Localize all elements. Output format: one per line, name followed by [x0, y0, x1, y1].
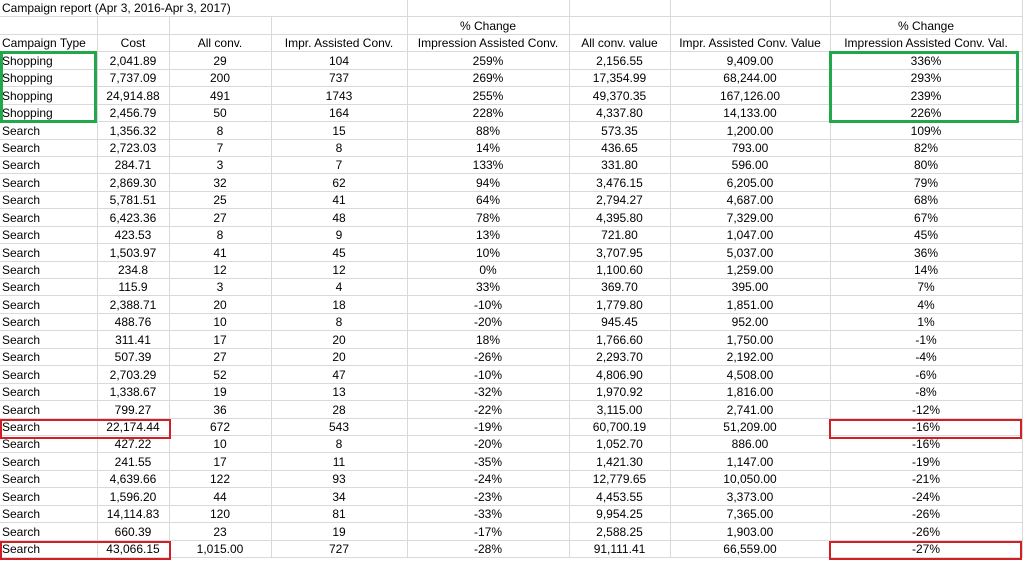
- table-cell[interactable]: 64%: [407, 191, 569, 208]
- table-cell[interactable]: 52: [169, 366, 271, 383]
- table-cell[interactable]: 27: [169, 348, 271, 365]
- table-cell[interactable]: 24,914.88: [97, 87, 169, 104]
- table-cell[interactable]: 7: [169, 139, 271, 156]
- table-cell[interactable]: 793.00: [670, 139, 830, 156]
- table-cell[interactable]: 23: [169, 523, 271, 540]
- table-cell[interactable]: 1%: [830, 313, 1022, 330]
- table-cell[interactable]: 259%: [407, 52, 569, 69]
- table-cell[interactable]: 331.80: [569, 156, 670, 173]
- table-cell[interactable]: 2,703.29: [97, 366, 169, 383]
- table-cell[interactable]: 48: [271, 209, 407, 226]
- table-cell[interactable]: -26%: [830, 505, 1022, 522]
- table-cell[interactable]: 336%: [830, 52, 1022, 69]
- table-cell[interactable]: 122: [169, 470, 271, 487]
- table-cell[interactable]: 28: [271, 401, 407, 418]
- table-cell[interactable]: 2,156.55: [569, 52, 670, 69]
- column-header[interactable]: % Change: [830, 17, 1022, 34]
- column-header[interactable]: [271, 17, 407, 34]
- table-cell[interactable]: 2,192.00: [670, 348, 830, 365]
- table-cell[interactable]: 94%: [407, 174, 569, 191]
- table-cell[interactable]: 2,723.03: [97, 139, 169, 156]
- table-cell[interactable]: 7,737.09: [97, 69, 169, 86]
- table-cell[interactable]: 66,559.00: [670, 540, 830, 557]
- table-cell[interactable]: 799.27: [97, 401, 169, 418]
- empty-cell[interactable]: [830, 0, 1022, 17]
- table-cell[interactable]: 4,395.80: [569, 209, 670, 226]
- table-cell[interactable]: 51,209.00: [670, 418, 830, 435]
- table-cell[interactable]: -20%: [407, 313, 569, 330]
- table-row: [0, 244, 1022, 261]
- table-cell[interactable]: 82%: [830, 139, 1022, 156]
- table-cell[interactable]: Shopping: [0, 52, 97, 69]
- column-header[interactable]: All conv. value: [569, 34, 670, 51]
- table-cell[interactable]: 721.80: [569, 226, 670, 243]
- table-cell[interactable]: 45%: [830, 226, 1022, 243]
- table-cell[interactable]: 573.35: [569, 122, 670, 139]
- shopping-change-highlight: [829, 51, 1019, 123]
- table-cell[interactable]: 109%: [830, 122, 1022, 139]
- table-cell[interactable]: 20: [271, 331, 407, 348]
- table-row: [0, 261, 1022, 278]
- table-cell[interactable]: 115.9: [97, 279, 169, 296]
- column-header[interactable]: Cost: [97, 34, 169, 51]
- table-cell[interactable]: -6%: [830, 366, 1022, 383]
- table-cell[interactable]: -12%: [830, 401, 1022, 418]
- table-cell[interactable]: 43,066.15: [97, 540, 169, 557]
- table-cell[interactable]: 3: [169, 279, 271, 296]
- table-cell[interactable]: -20%: [407, 435, 569, 452]
- header-row: [0, 34, 1022, 51]
- table-cell[interactable]: 44: [169, 488, 271, 505]
- table-cell[interactable]: 1,750.00: [670, 331, 830, 348]
- table-cell[interactable]: 8: [169, 226, 271, 243]
- table-cell[interactable]: 10: [169, 435, 271, 452]
- table-cell[interactable]: 17: [169, 453, 271, 470]
- table-cell[interactable]: 36: [169, 401, 271, 418]
- table-cell[interactable]: 104: [271, 52, 407, 69]
- table-cell[interactable]: 255%: [407, 87, 569, 104]
- table-cell[interactable]: 27: [169, 209, 271, 226]
- table-cell[interactable]: 7,329.00: [670, 209, 830, 226]
- table-row: [0, 122, 1022, 139]
- table-row: [0, 523, 1022, 540]
- table-cell[interactable]: -22%: [407, 401, 569, 418]
- table-cell[interactable]: 14,133.00: [670, 104, 830, 121]
- table-cell[interactable]: 2,041.89: [97, 52, 169, 69]
- table-cell[interactable]: 91,111.41: [569, 540, 670, 557]
- table-cell[interactable]: Search: [0, 435, 97, 452]
- table-row: [0, 174, 1022, 191]
- table-cell[interactable]: -10%: [407, 366, 569, 383]
- table-cell[interactable]: 1,596.20: [97, 488, 169, 505]
- table-cell[interactable]: Search: [0, 156, 97, 173]
- table-cell[interactable]: 1,047.00: [670, 226, 830, 243]
- table-cell[interactable]: -35%: [407, 453, 569, 470]
- table-cell[interactable]: Search: [0, 523, 97, 540]
- table-cell[interactable]: Search: [0, 174, 97, 191]
- table-cell[interactable]: 3,476.15: [569, 174, 670, 191]
- table-cell[interactable]: 5,781.51: [97, 191, 169, 208]
- table-cell[interactable]: 241.55: [97, 453, 169, 470]
- column-header[interactable]: Impr. Assisted Conv. Value: [670, 34, 830, 51]
- table-cell[interactable]: 672: [169, 418, 271, 435]
- table-cell[interactable]: 1,052.70: [569, 435, 670, 452]
- column-header[interactable]: [670, 17, 830, 34]
- title-row: [0, 0, 1022, 17]
- table-cell[interactable]: 727: [271, 540, 407, 557]
- table-cell[interactable]: Search: [0, 226, 97, 243]
- table-cell[interactable]: 17,354.99: [569, 69, 670, 86]
- table-cell[interactable]: 1,356.32: [97, 122, 169, 139]
- table-cell[interactable]: 4,639.66: [97, 470, 169, 487]
- header-row-top: [0, 17, 1022, 34]
- column-header[interactable]: Impression Assisted Conv. Val.: [830, 34, 1022, 51]
- table-cell[interactable]: 25: [169, 191, 271, 208]
- table-cell[interactable]: 1743: [271, 87, 407, 104]
- table-cell[interactable]: 3,115.00: [569, 401, 670, 418]
- table-cell[interactable]: 1,100.60: [569, 261, 670, 278]
- table-cell[interactable]: 311.41: [97, 331, 169, 348]
- table-cell[interactable]: 1,766.60: [569, 331, 670, 348]
- table-row: [0, 296, 1022, 313]
- table-cell[interactable]: 9,409.00: [670, 52, 830, 69]
- table-cell[interactable]: 2,293.70: [569, 348, 670, 365]
- table-cell[interactable]: -32%: [407, 383, 569, 400]
- table-cell[interactable]: -26%: [407, 348, 569, 365]
- table-cell[interactable]: 12,779.65: [569, 470, 670, 487]
- table-cell[interactable]: 228%: [407, 104, 569, 121]
- search-row-29-change-highlight: [829, 541, 1022, 560]
- table-cell[interactable]: 3,707.95: [569, 244, 670, 261]
- table-cell[interactable]: 239%: [830, 87, 1022, 104]
- table-cell[interactable]: 886.00: [670, 435, 830, 452]
- table-cell[interactable]: Search: [0, 366, 97, 383]
- table-cell[interactable]: 0%: [407, 261, 569, 278]
- report-title[interactable]: Campaign report (Apr 3, 2016-Apr 3, 2017): [0, 0, 271, 17]
- table-cell[interactable]: Search: [0, 209, 97, 226]
- table-cell[interactable]: 10,050.00: [670, 470, 830, 487]
- table-cell[interactable]: -10%: [407, 296, 569, 313]
- table-row: [0, 366, 1022, 383]
- column-header[interactable]: [0, 17, 97, 34]
- table-cell[interactable]: Search: [0, 244, 97, 261]
- table-cell[interactable]: 7%: [830, 279, 1022, 296]
- table-cell[interactable]: -24%: [830, 488, 1022, 505]
- table-cell[interactable]: 2,869.30: [97, 174, 169, 191]
- empty-cell[interactable]: [670, 0, 830, 17]
- table-cell[interactable]: 33%: [407, 279, 569, 296]
- table-cell[interactable]: 4,453.55: [569, 488, 670, 505]
- table-cell[interactable]: 6,423.36: [97, 209, 169, 226]
- table-cell[interactable]: 507.39: [97, 348, 169, 365]
- table-cell[interactable]: 80%: [830, 156, 1022, 173]
- table-cell[interactable]: Search: [0, 122, 97, 139]
- table-cell[interactable]: 8: [271, 435, 407, 452]
- table-cell[interactable]: 269%: [407, 69, 569, 86]
- table-cell[interactable]: 50: [169, 104, 271, 121]
- table-cell[interactable]: 45: [271, 244, 407, 261]
- table-cell[interactable]: -19%: [830, 453, 1022, 470]
- table-cell[interactable]: 13: [271, 383, 407, 400]
- column-header[interactable]: Campaign Type: [0, 34, 97, 51]
- table-cell[interactable]: 4,687.00: [670, 191, 830, 208]
- table-cell[interactable]: 36%: [830, 244, 1022, 261]
- table-cell[interactable]: 4: [271, 279, 407, 296]
- table-row: [0, 331, 1022, 348]
- table-cell[interactable]: 68,244.00: [670, 69, 830, 86]
- table-row: [0, 401, 1022, 418]
- table-cell[interactable]: -19%: [407, 418, 569, 435]
- column-header[interactable]: % Change: [407, 17, 569, 34]
- table-cell[interactable]: 14%: [407, 139, 569, 156]
- table-cell[interactable]: 68%: [830, 191, 1022, 208]
- table-cell[interactable]: 7: [271, 156, 407, 173]
- table-cell[interactable]: 234.8: [97, 261, 169, 278]
- table-cell[interactable]: 226%: [830, 104, 1022, 121]
- table-cell[interactable]: 3,373.00: [670, 488, 830, 505]
- table-cell[interactable]: Search: [0, 401, 97, 418]
- table-cell[interactable]: 2,588.25: [569, 523, 670, 540]
- empty-cell[interactable]: [569, 0, 670, 17]
- table-cell[interactable]: 19: [271, 523, 407, 540]
- table-cell[interactable]: 660.39: [97, 523, 169, 540]
- table-cell[interactable]: Search: [0, 470, 97, 487]
- table-cell[interactable]: 369.70: [569, 279, 670, 296]
- table-row: [0, 505, 1022, 522]
- table-cell[interactable]: 67%: [830, 209, 1022, 226]
- table-cell[interactable]: 2,794.27: [569, 191, 670, 208]
- column-header[interactable]: Impression Assisted Conv.: [407, 34, 569, 51]
- table-cell[interactable]: -4%: [830, 348, 1022, 365]
- table-cell[interactable]: Search: [0, 331, 97, 348]
- table-cell[interactable]: 1,338.67: [97, 383, 169, 400]
- table-cell[interactable]: 93: [271, 470, 407, 487]
- table-cell[interactable]: 2,456.79: [97, 104, 169, 121]
- table-cell[interactable]: Search: [0, 191, 97, 208]
- table-cell[interactable]: 41: [271, 191, 407, 208]
- table-cell[interactable]: 8: [271, 139, 407, 156]
- table-row: [0, 383, 1022, 400]
- table-cell[interactable]: 436.65: [569, 139, 670, 156]
- table-row: [0, 226, 1022, 243]
- table-cell[interactable]: 3: [169, 156, 271, 173]
- table-cell[interactable]: Search: [0, 418, 97, 435]
- table-cell[interactable]: 120: [169, 505, 271, 522]
- table-cell[interactable]: 1,779.80: [569, 296, 670, 313]
- column-header[interactable]: [97, 17, 169, 34]
- table-cell[interactable]: -28%: [407, 540, 569, 557]
- table-cell[interactable]: 293%: [830, 69, 1022, 86]
- table-cell[interactable]: 12: [271, 261, 407, 278]
- table-cell[interactable]: -24%: [407, 470, 569, 487]
- table-cell[interactable]: 10%: [407, 244, 569, 261]
- table-cell[interactable]: Search: [0, 313, 97, 330]
- table-cell[interactable]: 8: [271, 313, 407, 330]
- table-row: [0, 470, 1022, 487]
- column-header[interactable]: [169, 17, 271, 34]
- table-row: [0, 348, 1022, 365]
- table-cell[interactable]: 20: [271, 348, 407, 365]
- table-cell[interactable]: Shopping: [0, 104, 97, 121]
- table-cell[interactable]: 4%: [830, 296, 1022, 313]
- table-cell[interactable]: 1,421.30: [569, 453, 670, 470]
- table-cell[interactable]: -16%: [830, 435, 1022, 452]
- table-cell[interactable]: -16%: [830, 418, 1022, 435]
- table-row: [0, 139, 1022, 156]
- table-cell[interactable]: 395.00: [670, 279, 830, 296]
- table-cell[interactable]: 12: [169, 261, 271, 278]
- table-cell[interactable]: 60,700.19: [569, 418, 670, 435]
- table-cell[interactable]: 1,147.00: [670, 453, 830, 470]
- table-cell[interactable]: 133%: [407, 156, 569, 173]
- table-cell[interactable]: 200: [169, 69, 271, 86]
- search-row-22-type-cost-highlight: [0, 419, 171, 439]
- table-cell[interactable]: -8%: [830, 383, 1022, 400]
- table-cell[interactable]: 29: [169, 52, 271, 69]
- table-cell[interactable]: Search: [0, 279, 97, 296]
- table-cell[interactable]: 8: [169, 122, 271, 139]
- table-cell[interactable]: Search: [0, 505, 97, 522]
- table-row: [0, 209, 1022, 226]
- column-header[interactable]: [569, 17, 670, 34]
- column-header[interactable]: All conv.: [169, 34, 271, 51]
- table-cell[interactable]: 164: [271, 104, 407, 121]
- table-cell[interactable]: 427.22: [97, 435, 169, 452]
- table-cell[interactable]: -23%: [407, 488, 569, 505]
- table-cell[interactable]: 284.71: [97, 156, 169, 173]
- table-cell[interactable]: -17%: [407, 523, 569, 540]
- table-cell[interactable]: 49,370.35: [569, 87, 670, 104]
- table-row: [0, 453, 1022, 470]
- table-cell[interactable]: Search: [0, 488, 97, 505]
- table-cell[interactable]: 62: [271, 174, 407, 191]
- table-cell[interactable]: -21%: [830, 470, 1022, 487]
- table-cell[interactable]: -1%: [830, 331, 1022, 348]
- table-cell[interactable]: Search: [0, 296, 97, 313]
- table-row: [0, 488, 1022, 505]
- table-cell[interactable]: Search: [0, 261, 97, 278]
- table-cell[interactable]: 1,015.00: [169, 540, 271, 557]
- table-cell[interactable]: 78%: [407, 209, 569, 226]
- table-cell[interactable]: 34: [271, 488, 407, 505]
- table-cell[interactable]: 1,200.00: [670, 122, 830, 139]
- table-cell[interactable]: 47: [271, 366, 407, 383]
- shopping-type-highlight: [0, 51, 97, 123]
- table-cell[interactable]: 19: [169, 383, 271, 400]
- empty-cell[interactable]: [407, 0, 569, 17]
- table-cell[interactable]: 4,508.00: [670, 366, 830, 383]
- table-cell[interactable]: 7,365.00: [670, 505, 830, 522]
- table-cell[interactable]: 1,259.00: [670, 261, 830, 278]
- table-cell[interactable]: -27%: [830, 540, 1022, 557]
- table-cell[interactable]: 543: [271, 418, 407, 435]
- table-cell[interactable]: 81: [271, 505, 407, 522]
- table-cell[interactable]: 41: [169, 244, 271, 261]
- table-cell[interactable]: 596.00: [670, 156, 830, 173]
- table-cell[interactable]: 9,954.25: [569, 505, 670, 522]
- table-cell[interactable]: 2,388.71: [97, 296, 169, 313]
- table-cell[interactable]: Search: [0, 139, 97, 156]
- table-cell[interactable]: 9: [271, 226, 407, 243]
- table-cell[interactable]: 945.45: [569, 313, 670, 330]
- table-cell[interactable]: -26%: [830, 523, 1022, 540]
- table-cell[interactable]: 491: [169, 87, 271, 104]
- table-cell[interactable]: Search: [0, 453, 97, 470]
- table-cell[interactable]: 1,970.92: [569, 383, 670, 400]
- table-cell[interactable]: 14,114.83: [97, 505, 169, 522]
- table-cell[interactable]: 167,126.00: [670, 87, 830, 104]
- table-row: [0, 191, 1022, 208]
- table-cell[interactable]: 10: [169, 313, 271, 330]
- table-cell[interactable]: 20: [169, 296, 271, 313]
- table-cell[interactable]: 88%: [407, 122, 569, 139]
- table-cell[interactable]: 11: [271, 453, 407, 470]
- table-cell[interactable]: Shopping: [0, 69, 97, 86]
- table-cell[interactable]: 737: [271, 69, 407, 86]
- table-cell[interactable]: Search: [0, 348, 97, 365]
- table-cell[interactable]: 2,741.00: [670, 401, 830, 418]
- table-cell[interactable]: 13%: [407, 226, 569, 243]
- empty-cell[interactable]: [271, 0, 407, 17]
- table-row: [0, 156, 1022, 173]
- table-cell[interactable]: 32: [169, 174, 271, 191]
- search-row-22-change-highlight: [829, 419, 1022, 439]
- table-cell[interactable]: 488.76: [97, 313, 169, 330]
- table-cell[interactable]: 1,851.00: [670, 296, 830, 313]
- table-cell[interactable]: 1,503.97: [97, 244, 169, 261]
- table-row: [0, 313, 1022, 330]
- table-cell[interactable]: 79%: [830, 174, 1022, 191]
- table-cell[interactable]: 18: [271, 296, 407, 313]
- search-row-29-type-cost-highlight: [0, 541, 171, 560]
- table-cell[interactable]: Search: [0, 383, 97, 400]
- table-cell[interactable]: Shopping: [0, 87, 97, 104]
- table-row: [0, 279, 1022, 296]
- table-cell[interactable]: 1,816.00: [670, 383, 830, 400]
- table-cell[interactable]: 18%: [407, 331, 569, 348]
- table-cell[interactable]: 15: [271, 122, 407, 139]
- table-cell[interactable]: 22,174.44: [97, 418, 169, 435]
- table-cell[interactable]: 5,037.00: [670, 244, 830, 261]
- table-cell[interactable]: 4,337.80: [569, 104, 670, 121]
- table-cell[interactable]: 4,806.90: [569, 366, 670, 383]
- table-cell[interactable]: 952.00: [670, 313, 830, 330]
- column-header[interactable]: Impr. Assisted Conv.: [271, 34, 407, 51]
- table-cell[interactable]: 423.53: [97, 226, 169, 243]
- table-cell[interactable]: 6,205.00: [670, 174, 830, 191]
- table-cell[interactable]: 1,903.00: [670, 523, 830, 540]
- table-cell[interactable]: -33%: [407, 505, 569, 522]
- table-cell[interactable]: 17: [169, 331, 271, 348]
- table-cell[interactable]: Search: [0, 540, 97, 557]
- table-cell[interactable]: 14%: [830, 261, 1022, 278]
